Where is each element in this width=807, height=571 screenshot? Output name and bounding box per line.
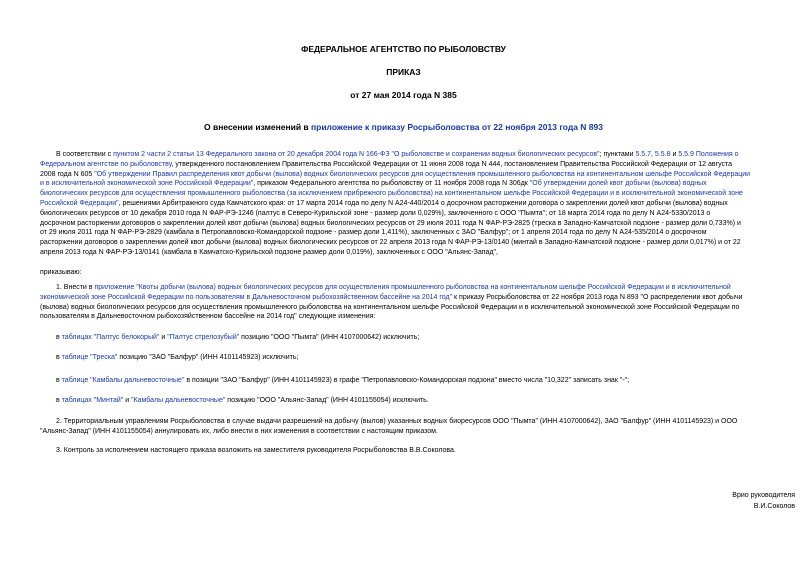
- preamble-line: [40, 150, 807, 160]
- preamble-text: В соответствии с: [56, 151, 114, 158]
- table-link-pollock[interactable]: таблицах "Минтай": [61, 397, 124, 404]
- item-3: [40, 446, 807, 457]
- preamble-line: от 29 июля 2011 года N ФАР-РЭ-2829 (камбала в Петропавловско-Командорской подзоне - размер доли 1,411%), заключенных с ЗАО "Балфур"; от 1 апреля 2014 года по делу N А24-535/2014 о досрочном: [40, 229, 707, 237]
- document-title: [0, 122, 807, 133]
- item-1-line: [40, 283, 807, 293]
- preamble-line: [40, 170, 807, 180]
- preamble-line: [40, 160, 807, 170]
- change-item: [40, 333, 807, 344]
- preamble: [40, 150, 807, 258]
- preamble-text: 2008 года N 605: [40, 170, 95, 178]
- change-item: [40, 353, 807, 364]
- quota-rules-link-cont[interactable]: и в исключительной экономической зоне Российской Федерации": [40, 180, 254, 188]
- item-1-line: [40, 293, 807, 303]
- quota-shares-link-cont[interactable]: биологических ресурсов для осуществления промышленного рыболовства (за исключением прибрежного рыболовства) на континентальном шельфе Российской Федерации и в исключительной экономической зоне: [40, 190, 743, 198]
- agency-name: ФЕДЕРАЛЬНОЕ АГЕНТСТВО ПО РЫБОЛОВСТВУ: [301, 44, 506, 54]
- order-word: приказываю:: [40, 269, 82, 276]
- preamble-line: [40, 189, 807, 199]
- item-2-line: 2. Территориальным управлениям Росрыболовства в случае выдачи разрешений на добычу (вылов) указанных водных биоресурсов ООО "Пымта" (ИНН 4107000642), ЗАО "Балфур" (ИНН 4101145923) и ООО: [56, 418, 738, 425]
- quota-shares-link-end[interactable]: Российской Федерации": [40, 199, 119, 207]
- change-text: [40, 334, 419, 341]
- item-1-line: (вылова) водных биологических ресурсов для осуществления промышленного рыболовства на континентальном шельфе Российской Федерации и в исключительной экономической зоне Российской Федерации по: [40, 303, 740, 311]
- preamble-text: ; пунктами: [599, 151, 636, 158]
- clause-link-5-5-9[interactable]: 5.5.9 Положения о: [678, 151, 739, 158]
- change-conj: и: [159, 334, 168, 341]
- title-link[interactable]: приложение к приказу Росрыболовства от 22 ноября 2013 года N 893: [311, 122, 603, 132]
- clause-link-5-5-7[interactable]: 5.5.7: [635, 151, 652, 158]
- agency-regulation-link[interactable]: Федеральном агентстве по рыболовству: [40, 160, 172, 168]
- clause-link-5-5-8[interactable]: 5.5.8: [654, 151, 671, 158]
- preamble-text: , утвержденного постановлением Правительства Российской Федерации от 11 июня 2008 года N 444, постановлением Правительства Российской Федерации от 12 августа: [171, 160, 733, 168]
- preamble-line: [40, 199, 807, 209]
- item-1-text: к приказу Росрыболовства от 22 ноября 2013 года N 893 "О распределении квот добычи: [452, 293, 743, 301]
- preamble-text: ,: [651, 151, 655, 158]
- preamble-line: досрочном расторжении договоров о закреплении долей квот добычи (вылова) водных биологических ресурсов от 29 июля 2011 года N ФАР-РЭ-2825 (треска в Западно-Камчатской подзоне - размер доли 0,733%) и: [40, 219, 741, 227]
- change-suffix: позицию "ООО "Альянс-Запад" (ИНН 4101155054) исключить.: [225, 397, 429, 404]
- appendix-link-cont[interactable]: экономической зоне Российской Федерации по пользователям в Дальневосточном рыбохозяйственном бассейне на 2014 год": [40, 293, 453, 301]
- document-date-number: от 27 мая 2014 года N 385: [350, 90, 457, 100]
- table-link-halibut-arrow[interactable]: "Палтус стрелозубый": [167, 334, 240, 341]
- change-text: [40, 354, 298, 361]
- quota-shares-link[interactable]: "Об утверждении долей квот добычи (вылова) водных: [529, 180, 707, 188]
- law-link[interactable]: пунктом 2 части 2 статьи 13 Федерального закона от 20 декабря 2004 года N 166-ФЗ "О рыболовстве и сохранении водных биологических ресурсов": [113, 151, 600, 158]
- item-2: [40, 417, 807, 437]
- change-suffix: позицию "ООО "Пымта" (ИНН 4107000642) исключить;: [239, 334, 420, 341]
- change-text: [40, 397, 429, 404]
- item-1-text: 1. Внести в: [56, 284, 95, 291]
- document-type: ПРИКАЗ: [386, 67, 421, 77]
- change-prefix: в: [56, 354, 62, 361]
- signature-position: Врио руководителя: [732, 492, 795, 499]
- table-link-flounder-2[interactable]: "Камбалы дальневосточные": [131, 397, 226, 404]
- preamble-line: апреля 2013 года N ФАР-РЭ-13/0141 (камбала в Камчатско-Курильской подзоне размер доли 0,019%), заключенных с ООО "Альянс-Запад",: [40, 248, 498, 256]
- item-1: [40, 283, 807, 322]
- item-1-line: пользователям в Дальневосточном рыбохозяйственном бассейне на 2014 год" следующие изменения:: [40, 313, 376, 321]
- change-item: [40, 396, 807, 407]
- signature-name: В.И.Соколов: [753, 503, 795, 510]
- table-link-flounder[interactable]: таблице "Камбалы дальневосточные": [61, 377, 185, 384]
- table-link-cod[interactable]: таблице "Треска": [61, 354, 118, 361]
- change-text: [40, 377, 629, 384]
- preamble-text: и: [670, 151, 679, 158]
- change-conj: и: [123, 397, 132, 404]
- change-prefix: в: [56, 397, 62, 404]
- preamble-line: биологических ресурсов от 10 декабря 2010 года N ФАР-РЭ-1246 (палтус в Северо-Курильской зоне - размер доли 0,029%), заключенного с ООО "Пымта"; от 18 марта 2014 года по делу N А24-5330/2013 о: [40, 209, 711, 217]
- item-2-line: "Альянс-Запад" (ИНН 4101155054) аннулировать их, либо внести в них изменения в соответствии с настоящим приказом.: [40, 427, 438, 435]
- preamble-text: , решениями Арбитражного суда Камчатского края: от 17 марта 2014 года по делу N А24-440/2014 о досрочном расторжении договора о закреплении долей квот добычи (вылова) водных: [118, 199, 728, 207]
- quota-rules-link[interactable]: "Об утверждении Правил распределения квот добычи (вылова) водных биологических ресурсов для осуществления промышленного рыболовства на континентальном шельфе Российской Федерации: [94, 170, 751, 178]
- signature-block: [732, 490, 795, 512]
- table-link-halibut-white[interactable]: таблицах "Палтус белокорый": [61, 334, 160, 341]
- preamble-line: расторжении договоров о закреплении долей квот добычи (вылова) водных биологических ресурсов от 22 апреля 2013 года N ФАР-РЭ-13/0140 (минтай в Западно-Камчатской подзоне - размер доли 0,017%) и от 22: [40, 239, 741, 247]
- change-suffix: в позиции "ЗАО "Балфур" (ИНН 4101145923) в графе "Петропавловско-Командорская подзона" вместо числа "10,322" записать знак "-";: [184, 377, 630, 384]
- preamble-text: , приказом Федерального агентства по рыболовству от 11 ноября 2008 года N 306дк: [253, 180, 530, 188]
- item-3-text: 3. Контроль за исполнением настоящего приказа возложить на заместителя руководителя Росрыболовства В.В.Соколова.: [56, 447, 456, 454]
- appendix-link[interactable]: приложение "Квоты добычи (вылова) водных биологических ресурсов для осуществления промышленного рыболовства на континентальном шельфе Российской Федерации и в исключительной: [94, 284, 731, 291]
- change-prefix: в: [56, 377, 62, 384]
- title-prefix: О внесении изменений в: [204, 122, 311, 132]
- change-prefix: в: [56, 334, 62, 341]
- change-suffix: позицию "ЗАО "Балфур" (ИНН 4101145923) исключить;: [117, 354, 299, 361]
- preamble-line: [40, 179, 807, 189]
- change-item: [40, 376, 807, 387]
